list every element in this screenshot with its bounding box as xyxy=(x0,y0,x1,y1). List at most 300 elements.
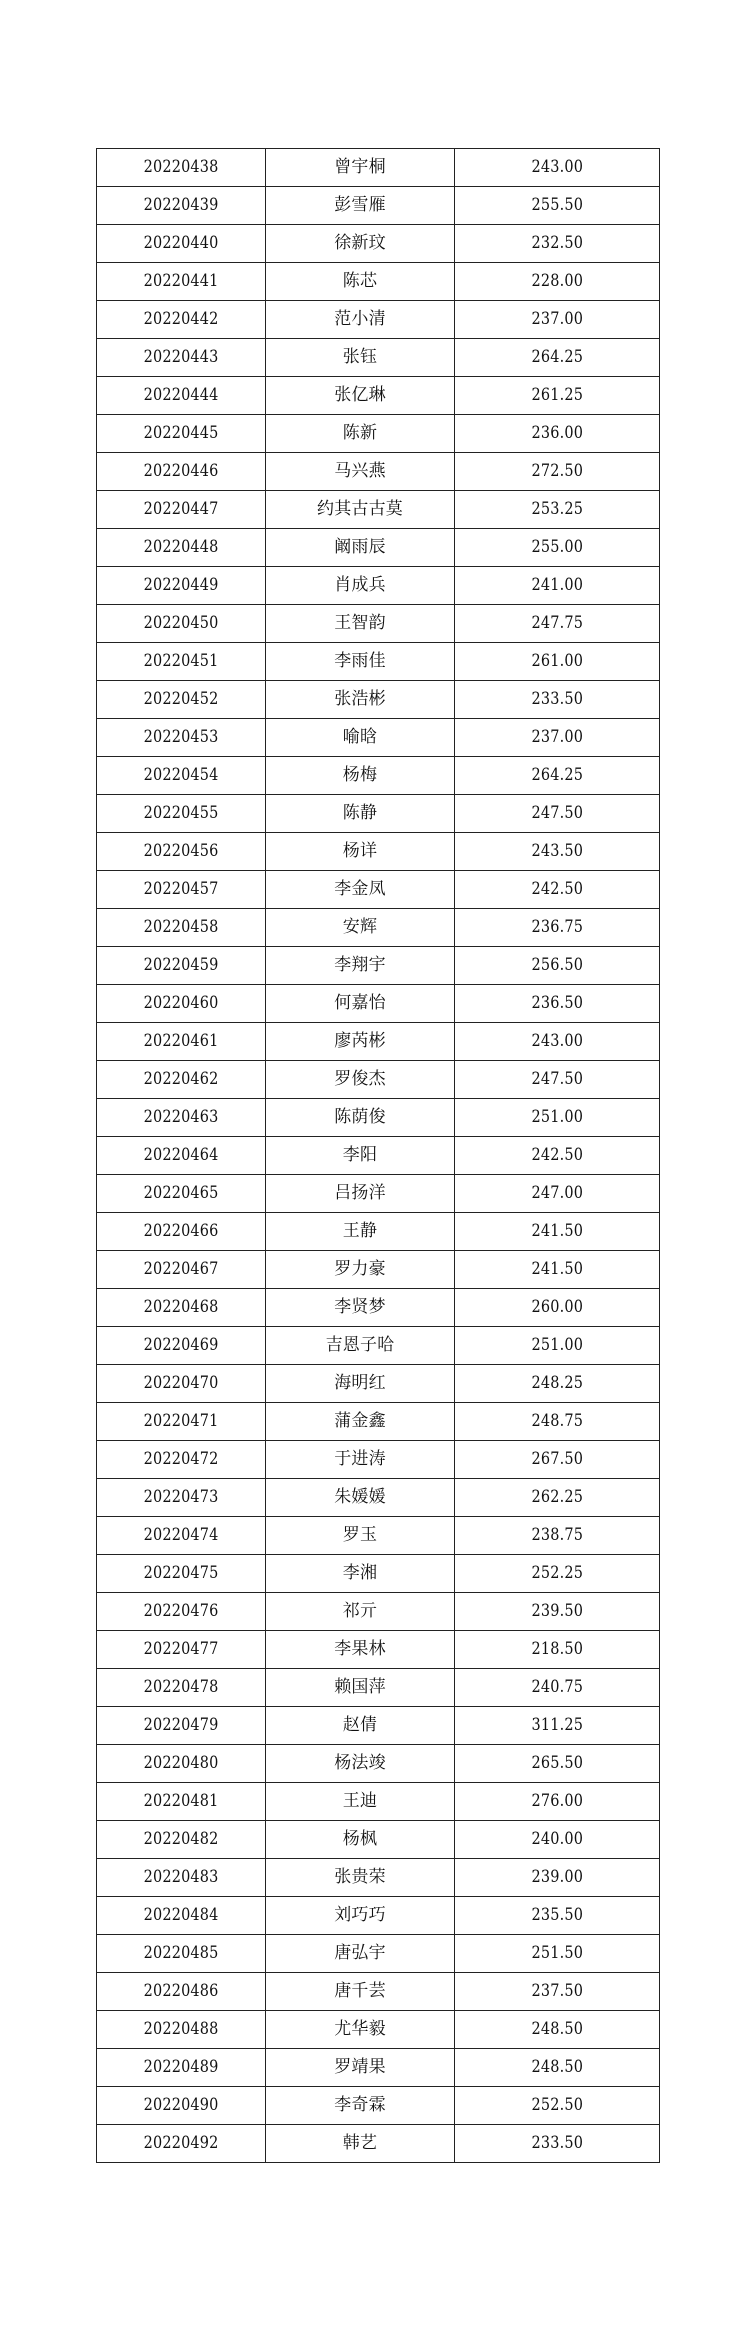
id-cell-text: 20220478 xyxy=(143,1677,219,1697)
score-cell-text: 237.00 xyxy=(531,309,583,329)
id-cell xyxy=(97,415,266,453)
score-cell-text: 251.00 xyxy=(531,1107,583,1127)
score-cell-text: 243.00 xyxy=(531,157,583,177)
id-cell-text: 20220459 xyxy=(143,955,219,975)
id-cell xyxy=(97,1897,266,1935)
id-cell xyxy=(97,909,266,947)
name-cell: 李湘 xyxy=(266,1555,455,1593)
name-cell: 杨详 xyxy=(266,833,455,871)
id-cell-text: 20220477 xyxy=(143,1639,219,1659)
score-cell-text: 265.50 xyxy=(531,1753,583,1773)
score-cell xyxy=(455,1821,660,1859)
id-cell-text: 20220474 xyxy=(143,1525,219,1545)
name-cell: 李雨佳 xyxy=(266,643,455,681)
id-cell-text: 20220489 xyxy=(143,2057,219,2077)
score-cell-text: 233.50 xyxy=(531,2133,583,2153)
table-row xyxy=(97,149,660,187)
score-cell-text: 243.50 xyxy=(531,841,583,861)
name-cell: 朱媛媛 xyxy=(266,1479,455,1517)
table-row xyxy=(97,491,660,529)
id-cell-text: 20220461 xyxy=(143,1031,219,1051)
id-cell xyxy=(97,757,266,795)
name-cell: 张贵荣 xyxy=(266,1859,455,1897)
table-row xyxy=(97,719,660,757)
name-cell: 李果林 xyxy=(266,1631,455,1669)
table-row xyxy=(97,1669,660,1707)
id-cell-text: 20220473 xyxy=(143,1487,219,1507)
id-cell xyxy=(97,377,266,415)
name-cell: 韩艺 xyxy=(266,2125,455,2163)
table-row xyxy=(97,377,660,415)
score-cell-text: 255.50 xyxy=(531,195,583,215)
id-cell-text: 20220482 xyxy=(143,1829,219,1849)
id-cell-text: 20220443 xyxy=(143,347,219,367)
id-cell-text: 20220446 xyxy=(143,461,219,481)
score-cell xyxy=(455,2087,660,2125)
score-cell-text: 311.25 xyxy=(531,1715,583,1735)
id-cell xyxy=(97,1479,266,1517)
id-cell xyxy=(97,1023,266,1061)
id-cell-text: 20220469 xyxy=(143,1335,219,1355)
score-cell-text: 239.50 xyxy=(531,1601,583,1621)
id-cell xyxy=(97,833,266,871)
score-cell-text: 232.50 xyxy=(531,233,583,253)
score-cell-text: 236.00 xyxy=(531,423,583,443)
score-cell xyxy=(455,1289,660,1327)
score-cell-text: 248.50 xyxy=(531,2019,583,2039)
id-cell xyxy=(97,1555,266,1593)
score-cell xyxy=(455,149,660,187)
table-row xyxy=(97,1365,660,1403)
name-cell: 吕扬洋 xyxy=(266,1175,455,1213)
table-row xyxy=(97,2125,660,2163)
id-cell-text: 20220457 xyxy=(143,879,219,899)
table-row xyxy=(97,415,660,453)
name-cell: 张钰 xyxy=(266,339,455,377)
score-cell-text: 241.00 xyxy=(531,575,583,595)
name-cell: 蒲金鑫 xyxy=(266,1403,455,1441)
id-cell-text: 20220483 xyxy=(143,1867,219,1887)
id-cell-text: 20220452 xyxy=(143,689,219,709)
name-cell: 徐新玟 xyxy=(266,225,455,263)
id-cell-text: 20220439 xyxy=(143,195,219,215)
score-cell xyxy=(455,1023,660,1061)
table-row xyxy=(97,187,660,225)
name-cell: 何嘉怡 xyxy=(266,985,455,1023)
table-row xyxy=(97,1441,660,1479)
score-cell xyxy=(455,681,660,719)
score-cell-text: 243.00 xyxy=(531,1031,583,1051)
table-row xyxy=(97,1517,660,1555)
id-cell xyxy=(97,681,266,719)
score-cell xyxy=(455,871,660,909)
id-cell xyxy=(97,2011,266,2049)
score-cell xyxy=(455,1441,660,1479)
table-row xyxy=(97,529,660,567)
table-row xyxy=(97,1479,660,1517)
score-cell-text: 237.00 xyxy=(531,727,583,747)
score-cell xyxy=(455,1137,660,1175)
score-cell-text: 228.00 xyxy=(531,271,583,291)
score-cell-text: 241.50 xyxy=(531,1259,583,1279)
score-cell-text: 240.75 xyxy=(531,1677,583,1697)
score-cell-text: 235.50 xyxy=(531,1905,583,1925)
score-cell xyxy=(455,1707,660,1745)
id-cell-text: 20220492 xyxy=(143,2133,219,2153)
id-cell-text: 20220480 xyxy=(143,1753,219,1773)
table-row xyxy=(97,1973,660,2011)
score-cell xyxy=(455,453,660,491)
id-cell xyxy=(97,1213,266,1251)
id-cell-text: 20220481 xyxy=(143,1791,219,1811)
score-cell-text: 276.00 xyxy=(531,1791,583,1811)
id-cell-text: 20220470 xyxy=(143,1373,219,1393)
id-cell xyxy=(97,1365,266,1403)
score-cell-text: 264.25 xyxy=(531,765,583,785)
table-row xyxy=(97,1745,660,1783)
table-row xyxy=(97,1175,660,1213)
id-cell-text: 20220475 xyxy=(143,1563,219,1583)
id-cell xyxy=(97,1935,266,1973)
name-cell: 范小清 xyxy=(266,301,455,339)
score-cell xyxy=(455,757,660,795)
table-row xyxy=(97,985,660,1023)
name-cell: 廖芮彬 xyxy=(266,1023,455,1061)
id-cell xyxy=(97,187,266,225)
table-row xyxy=(97,2087,660,2125)
id-cell-text: 20220462 xyxy=(143,1069,219,1089)
score-cell xyxy=(455,909,660,947)
name-cell: 阚雨辰 xyxy=(266,529,455,567)
id-cell xyxy=(97,1327,266,1365)
id-cell xyxy=(97,1517,266,1555)
table-row xyxy=(97,2011,660,2049)
name-cell: 张浩彬 xyxy=(266,681,455,719)
score-cell-text: 252.25 xyxy=(531,1563,583,1583)
id-cell-text: 20220490 xyxy=(143,2095,219,2115)
table-row xyxy=(97,757,660,795)
name-cell: 李翔宇 xyxy=(266,947,455,985)
id-cell-text: 20220464 xyxy=(143,1145,219,1165)
id-cell xyxy=(97,1061,266,1099)
name-cell: 尤华毅 xyxy=(266,2011,455,2049)
table-row xyxy=(97,339,660,377)
name-cell: 李贤梦 xyxy=(266,1289,455,1327)
name-cell: 王静 xyxy=(266,1213,455,1251)
score-cell-text: 253.25 xyxy=(531,499,583,519)
name-cell: 安辉 xyxy=(266,909,455,947)
score-cell xyxy=(455,2125,660,2163)
score-cell-text: 242.50 xyxy=(531,1145,583,1165)
table-row xyxy=(97,1099,660,1137)
score-cell-text: 262.25 xyxy=(531,1487,583,1507)
score-cell-text: 237.50 xyxy=(531,1981,583,2001)
table-row xyxy=(97,1061,660,1099)
id-cell-text: 20220468 xyxy=(143,1297,219,1317)
id-cell xyxy=(97,149,266,187)
score-cell-text: 240.00 xyxy=(531,1829,583,1849)
table-row xyxy=(97,1821,660,1859)
id-cell-text: 20220463 xyxy=(143,1107,219,1127)
score-cell-text: 236.50 xyxy=(531,993,583,1013)
score-cell xyxy=(455,643,660,681)
id-cell xyxy=(97,491,266,529)
name-cell: 于进涛 xyxy=(266,1441,455,1479)
name-cell: 陈芯 xyxy=(266,263,455,301)
score-cell-text: 242.50 xyxy=(531,879,583,899)
name-cell: 罗力豪 xyxy=(266,1251,455,1289)
score-cell-text: 256.50 xyxy=(531,955,583,975)
id-cell xyxy=(97,263,266,301)
id-cell xyxy=(97,985,266,1023)
score-cell xyxy=(455,1213,660,1251)
id-cell-text: 20220471 xyxy=(143,1411,219,1431)
score-cell-text: 260.00 xyxy=(531,1297,583,1317)
table-row xyxy=(97,567,660,605)
name-cell: 曾宇桐 xyxy=(266,149,455,187)
id-cell xyxy=(97,1669,266,1707)
id-cell xyxy=(97,567,266,605)
score-cell xyxy=(455,2011,660,2049)
score-cell xyxy=(455,187,660,225)
id-cell xyxy=(97,1403,266,1441)
id-cell-text: 20220441 xyxy=(143,271,219,291)
id-cell xyxy=(97,339,266,377)
id-cell-text: 20220455 xyxy=(143,803,219,823)
id-cell-text: 20220442 xyxy=(143,309,219,329)
score-cell xyxy=(455,1327,660,1365)
name-cell: 杨枫 xyxy=(266,1821,455,1859)
score-cell xyxy=(455,947,660,985)
id-cell-text: 20220486 xyxy=(143,1981,219,2001)
score-cell xyxy=(455,1555,660,1593)
score-cell xyxy=(455,1517,660,1555)
id-cell xyxy=(97,2125,266,2163)
score-cell xyxy=(455,529,660,567)
id-cell xyxy=(97,643,266,681)
id-cell-text: 20220450 xyxy=(143,613,219,633)
id-cell xyxy=(97,301,266,339)
score-cell xyxy=(455,1175,660,1213)
id-cell-text: 20220451 xyxy=(143,651,219,671)
score-cell xyxy=(455,567,660,605)
name-cell: 肖成兵 xyxy=(266,567,455,605)
score-cell xyxy=(455,1479,660,1517)
score-cell-text: 238.75 xyxy=(531,1525,583,1545)
id-cell-text: 20220458 xyxy=(143,917,219,937)
score-cell-text: 236.75 xyxy=(531,917,583,937)
score-cell xyxy=(455,1859,660,1897)
id-cell-text: 20220438 xyxy=(143,157,219,177)
id-cell xyxy=(97,2049,266,2087)
score-cell xyxy=(455,1403,660,1441)
table-row xyxy=(97,1213,660,1251)
score-cell-text: 248.75 xyxy=(531,1411,583,1431)
name-cell: 喻晗 xyxy=(266,719,455,757)
score-cell-text: 251.50 xyxy=(531,1943,583,1963)
table-row xyxy=(97,1935,660,1973)
table-row xyxy=(97,1631,660,1669)
id-cell-text: 20220476 xyxy=(143,1601,219,1621)
name-cell: 唐千芸 xyxy=(266,1973,455,2011)
score-cell xyxy=(455,605,660,643)
score-cell-text: 272.50 xyxy=(531,461,583,481)
name-cell: 李奇霖 xyxy=(266,2087,455,2125)
score-cell-text: 247.00 xyxy=(531,1183,583,1203)
table-row xyxy=(97,1327,660,1365)
table-row xyxy=(97,1289,660,1327)
table-row xyxy=(97,1023,660,1061)
name-cell: 海明红 xyxy=(266,1365,455,1403)
id-cell-text: 20220454 xyxy=(143,765,219,785)
id-cell-text: 20220449 xyxy=(143,575,219,595)
table-row xyxy=(97,947,660,985)
table-row xyxy=(97,833,660,871)
id-cell-text: 20220440 xyxy=(143,233,219,253)
score-cell-text: 248.50 xyxy=(531,2057,583,2077)
id-cell-text: 20220444 xyxy=(143,385,219,405)
score-cell-text: 247.50 xyxy=(531,1069,583,1089)
table-row xyxy=(97,1403,660,1441)
id-cell xyxy=(97,2087,266,2125)
id-cell xyxy=(97,1973,266,2011)
id-cell xyxy=(97,1631,266,1669)
score-cell xyxy=(455,1365,660,1403)
id-cell xyxy=(97,225,266,263)
score-cell xyxy=(455,1099,660,1137)
id-cell xyxy=(97,1821,266,1859)
table-row xyxy=(97,909,660,947)
score-cell-text: 241.50 xyxy=(531,1221,583,1241)
id-cell-text: 20220484 xyxy=(143,1905,219,1925)
id-cell-text: 20220445 xyxy=(143,423,219,443)
id-cell xyxy=(97,1745,266,1783)
id-cell xyxy=(97,453,266,491)
score-cell xyxy=(455,1897,660,1935)
score-cell xyxy=(455,1745,660,1783)
score-cell xyxy=(455,225,660,263)
name-cell: 祁亓 xyxy=(266,1593,455,1631)
table-row xyxy=(97,795,660,833)
name-cell: 约其古古莫 xyxy=(266,491,455,529)
table-row xyxy=(97,605,660,643)
name-cell: 杨法竣 xyxy=(266,1745,455,1783)
table-row xyxy=(97,1897,660,1935)
score-cell-text: 255.00 xyxy=(531,537,583,557)
score-cell-text: 252.50 xyxy=(531,2095,583,2115)
table-row xyxy=(97,1783,660,1821)
name-cell: 赵倩 xyxy=(266,1707,455,1745)
id-cell xyxy=(97,1783,266,1821)
id-cell xyxy=(97,1289,266,1327)
score-cell-text: 218.50 xyxy=(531,1639,583,1659)
score-cell-text: 261.25 xyxy=(531,385,583,405)
id-cell xyxy=(97,529,266,567)
name-cell: 王迪 xyxy=(266,1783,455,1821)
score-cell-text: 247.50 xyxy=(531,803,583,823)
score-cell xyxy=(455,263,660,301)
id-cell-text: 20220466 xyxy=(143,1221,219,1241)
score-cell xyxy=(455,415,660,453)
id-cell-text: 20220485 xyxy=(143,1943,219,1963)
name-cell: 陈新 xyxy=(266,415,455,453)
table-row xyxy=(97,1137,660,1175)
score-cell xyxy=(455,1631,660,1669)
table-row xyxy=(97,1859,660,1897)
score-cell xyxy=(455,1973,660,2011)
score-table xyxy=(96,148,660,2163)
id-cell-text: 20220448 xyxy=(143,537,219,557)
name-cell: 罗靖果 xyxy=(266,2049,455,2087)
score-cell xyxy=(455,833,660,871)
score-cell xyxy=(455,795,660,833)
id-cell xyxy=(97,1251,266,1289)
score-cell xyxy=(455,1783,660,1821)
score-cell xyxy=(455,1935,660,1973)
id-cell-text: 20220465 xyxy=(143,1183,219,1203)
table-row xyxy=(97,871,660,909)
score-cell-text: 264.25 xyxy=(531,347,583,367)
score-cell-text: 267.50 xyxy=(531,1449,583,1469)
score-cell-text: 239.00 xyxy=(531,1867,583,1887)
id-cell-text: 20220467 xyxy=(143,1259,219,1279)
name-cell: 赖国萍 xyxy=(266,1669,455,1707)
table-row xyxy=(97,225,660,263)
score-cell xyxy=(455,377,660,415)
table-row xyxy=(97,263,660,301)
score-cell xyxy=(455,301,660,339)
id-cell-text: 20220472 xyxy=(143,1449,219,1469)
score-cell-text: 233.50 xyxy=(531,689,583,709)
table-row xyxy=(97,453,660,491)
id-cell xyxy=(97,947,266,985)
id-cell xyxy=(97,795,266,833)
score-cell-text: 247.75 xyxy=(531,613,583,633)
name-cell: 刘巧巧 xyxy=(266,1897,455,1935)
name-cell: 唐弘宇 xyxy=(266,1935,455,1973)
name-cell: 王智韵 xyxy=(266,605,455,643)
id-cell xyxy=(97,719,266,757)
table-row xyxy=(97,2049,660,2087)
score-cell xyxy=(455,985,660,1023)
name-cell: 张亿琳 xyxy=(266,377,455,415)
score-cell-text: 261.00 xyxy=(531,651,583,671)
name-cell: 罗俊杰 xyxy=(266,1061,455,1099)
name-cell: 吉恩子哈 xyxy=(266,1327,455,1365)
score-table-body xyxy=(97,149,660,2163)
id-cell xyxy=(97,1707,266,1745)
table-row xyxy=(97,681,660,719)
table-row xyxy=(97,643,660,681)
id-cell-text: 20220453 xyxy=(143,727,219,747)
id-cell xyxy=(97,605,266,643)
name-cell: 杨梅 xyxy=(266,757,455,795)
id-cell-text: 20220447 xyxy=(143,499,219,519)
id-cell xyxy=(97,1137,266,1175)
id-cell-text: 20220460 xyxy=(143,993,219,1013)
score-cell xyxy=(455,1669,660,1707)
name-cell: 彭雪雁 xyxy=(266,187,455,225)
score-cell-text: 248.25 xyxy=(531,1373,583,1393)
table-row xyxy=(97,301,660,339)
id-cell xyxy=(97,1593,266,1631)
id-cell xyxy=(97,1099,266,1137)
score-cell xyxy=(455,1251,660,1289)
score-cell xyxy=(455,1593,660,1631)
name-cell: 马兴燕 xyxy=(266,453,455,491)
name-cell: 陈荫俊 xyxy=(266,1099,455,1137)
id-cell xyxy=(97,1175,266,1213)
